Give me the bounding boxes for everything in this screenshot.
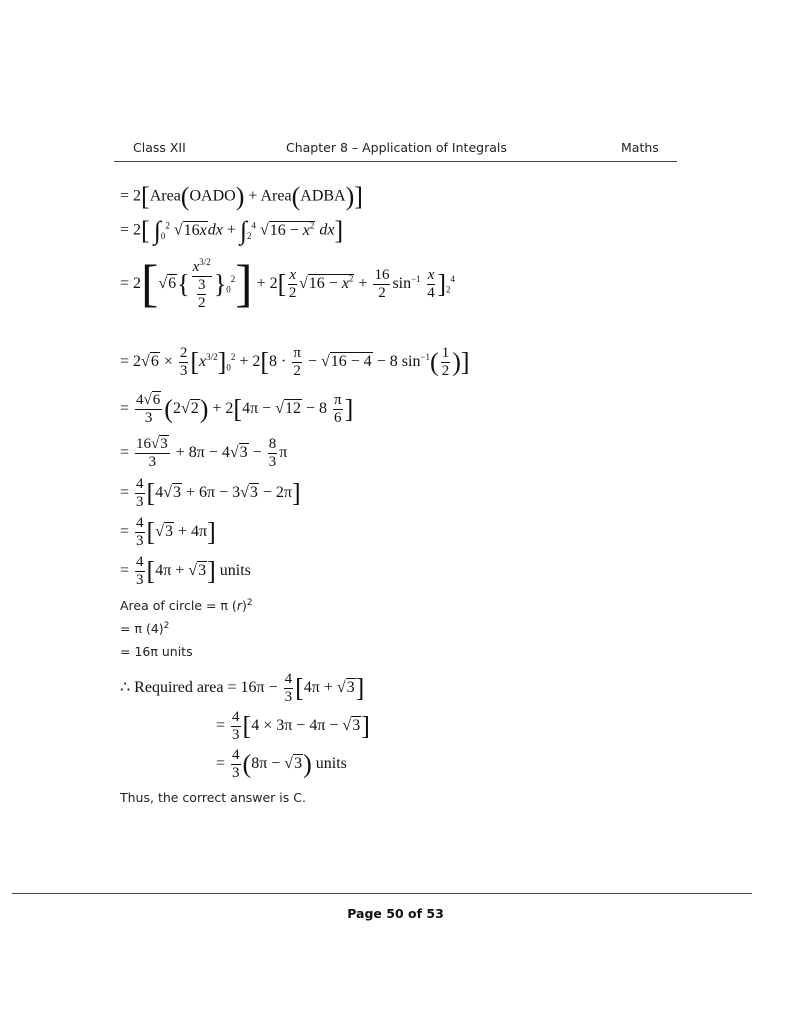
conclusion-text: Thus, the correct answer is C.	[120, 790, 306, 805]
equation-5: = $\frac{4√6}{3}$ (2√2) + 2[4π − √12 − 8 $\frac{\pi}{6}$ ]	[120, 392, 354, 426]
equation-6: = $\frac{16√3}{3}$ + 8π − 4√3 − $\frac{8}{3}$ π	[120, 436, 288, 470]
required-area-line-3: = $\frac{4}{3}$ (8π − √3) units	[216, 747, 347, 781]
equation-4: = 2√6 × $\frac{2}{3}$ $[x^{3/2}]_0^2 + 2[8$ · $\frac{\pi}{2}$ − √16 − 4 − 8 $\sin^{-1}$( $\frac{1}{2}$ )]	[120, 345, 470, 379]
header-divider	[114, 161, 677, 162]
circle-area-line-1: Area of circle = π $(r)^2$	[120, 598, 253, 614]
header-class: Class XII	[133, 140, 186, 155]
equation-8: = $\frac{4}{3}$ [√3 + 4π]	[120, 515, 216, 549]
page-number: Page 50 of 53	[347, 906, 444, 921]
circle-area-line-3: = 16π units	[120, 644, 193, 659]
circle-area-line-2: = π $(4)^2$	[120, 621, 170, 637]
required-area-line-1: ∴ Required area = 16π − $\frac{4}{3}$ [4π + √3]	[120, 671, 365, 705]
equation-3: = 2[√6{ $\frac{x^{3/2}}{\frac{3}{2}}$ }$_0^2] + 2$[ $\frac{x}{2}$ $√16 - x^2$ + $\frac{16}{2}$ $\sin^{-1}$ $\frac{x}{4}$ ]$_2^4$	[120, 255, 456, 313]
footer-divider	[12, 893, 752, 894]
equation-1: = 2[Area(OADO) + Area(ADBA)]	[120, 182, 363, 211]
header-subject: Maths	[621, 140, 659, 155]
required-area-line-2: = $\frac{4}{3}$ [4 × 3π − 4π − √3]	[216, 709, 370, 743]
equation-2: = 2[ $\int_0^2$ $√16xdx + \int_2^4$ $√16 - x^2$ dx]	[120, 216, 344, 245]
equation-9: = $\frac{4}{3}$ [4π + √3] units	[120, 554, 251, 588]
equation-7: = $\frac{4}{3}$ [4√3 + 6π − 3√3 − 2π]	[120, 476, 301, 510]
header-chapter: Chapter 8 – Application of Integrals	[286, 140, 507, 155]
